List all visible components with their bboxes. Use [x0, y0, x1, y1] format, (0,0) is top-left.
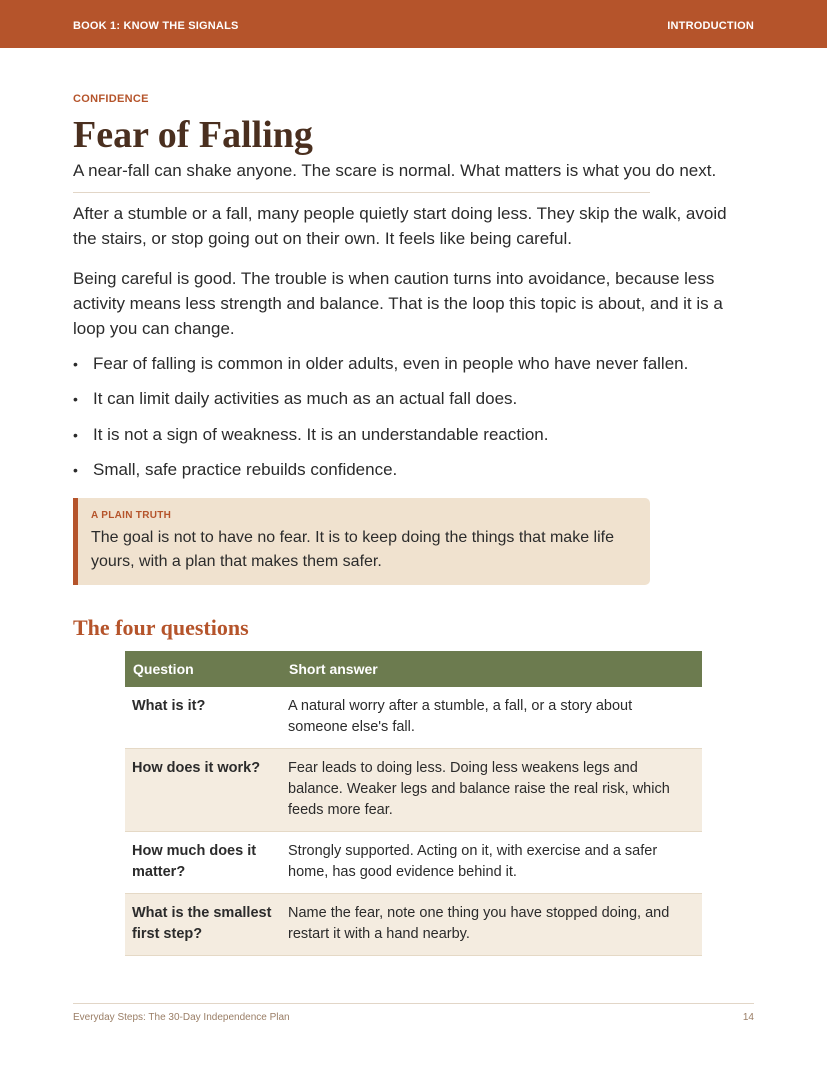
question-cell: How much does it matter? — [125, 831, 281, 893]
question-cell: What is it? — [125, 687, 281, 749]
footer-book-title: Everyday Steps: The 30-Day Independence Plan — [73, 1012, 290, 1023]
bullet-icon: • — [73, 426, 78, 443]
table-row — [125, 687, 702, 749]
answer-cell: Strongly supported. Acting on it, with exercise and a safer home, has good evidence behind it. — [281, 831, 702, 893]
list-item — [73, 459, 754, 481]
answer-cell: Fear leads to doing less. Doing less weakens legs and balance. Weaker legs and balance raise the real risk, which feeds more fear. — [281, 748, 702, 831]
table-row — [125, 748, 702, 831]
section-title: The four questions — [73, 614, 249, 640]
answer-cell: A natural worry after a stumble, a fall, or a story about someone else's fall. — [281, 687, 702, 749]
plain-truth-callout — [73, 498, 650, 585]
page-content — [73, 93, 754, 956]
callout-text: The goal is not to have no fear. It is to keep doing the things that make life yours, with a plan that makes them safer. — [91, 528, 614, 570]
question-cell: How does it work? — [125, 748, 281, 831]
list-item — [73, 424, 754, 446]
list-item-text: It can limit daily activities as much as an actual fall does. — [93, 389, 518, 409]
page-subtitle: A near-fall can shake anyone. The scare is normal. What matters is what you do next. — [73, 161, 717, 180]
intro-paragraph-1: After a stumble or a fall, many people quietly start doing less. They skip the walk, avoid the stairs, or stop going out on their own. It feels like being careful. — [73, 204, 727, 248]
topic-kicker: CONFIDENCE — [73, 93, 149, 105]
table-row — [125, 831, 702, 893]
page-number: 14 — [742, 1012, 754, 1023]
book-label: BOOK 1: KNOW THE SIGNALS — [73, 20, 239, 32]
answer-cell: Name the fear, note one thing you have stopped doing, and restart it with a hand nearby. — [281, 893, 702, 955]
four-questions-table — [125, 651, 702, 956]
column-header-question: Question — [125, 651, 281, 687]
list-item-text: Fear of falling is common in older adults, even in people who have never fallen. — [93, 354, 689, 373]
question-cell: What is the smallest first step? — [125, 893, 281, 955]
list-item-text: It is not a sign of weakness. It is an understandable reaction. — [93, 424, 549, 444]
callout-label: A PLAIN TRUTH — [91, 509, 172, 521]
footer-divider — [73, 1003, 754, 1004]
running-header — [0, 0, 827, 48]
bullet-icon: • — [73, 461, 78, 478]
bullet-icon: • — [73, 356, 78, 372]
title-divider — [73, 192, 650, 193]
key-points-list — [73, 353, 754, 481]
list-item — [73, 353, 754, 375]
page-title: Fear of Falling — [73, 114, 313, 156]
bullet-icon: • — [73, 391, 78, 408]
intro-paragraph-2: Being careful is good. The trouble is when caution turns into avoidance, because less activity means less strength and balance. That is the loop this topic is about, and it is a loop you can change. — [73, 269, 723, 338]
list-item — [73, 388, 754, 410]
list-item-text: Small, safe practice rebuilds confidence. — [93, 459, 398, 479]
column-header-answer: Short answer — [281, 651, 702, 687]
table-header-row — [125, 651, 702, 687]
table-row — [125, 893, 702, 955]
section-label: INTRODUCTION — [667, 20, 754, 32]
